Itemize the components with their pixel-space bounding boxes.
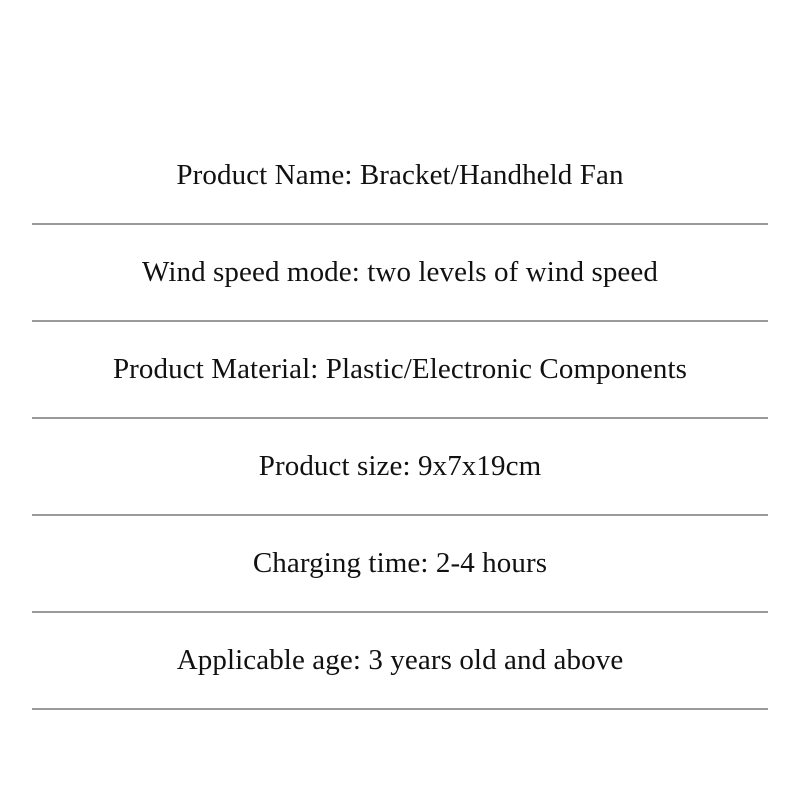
spec-row-text: Applicable age: 3 years old and above [176, 644, 624, 677]
spec-row-text: Wind speed mode: two levels of wind speed [142, 256, 658, 289]
spec-row [0, 613, 800, 708]
spec-row [0, 128, 800, 223]
spec-row-text: Product Name: Bracket/Handheld Fan [176, 159, 624, 192]
spec-row [0, 516, 800, 611]
spec-row-text: Product Material: Plastic/Electronic Components [112, 353, 688, 386]
spec-row [0, 225, 800, 320]
spec-row-text: Charging time: 2-4 hours [252, 547, 548, 580]
spec-row [0, 419, 800, 514]
row-divider [32, 708, 768, 710]
spec-row-text: Product size: 9x7x19cm [258, 450, 542, 483]
spec-row [0, 322, 800, 417]
